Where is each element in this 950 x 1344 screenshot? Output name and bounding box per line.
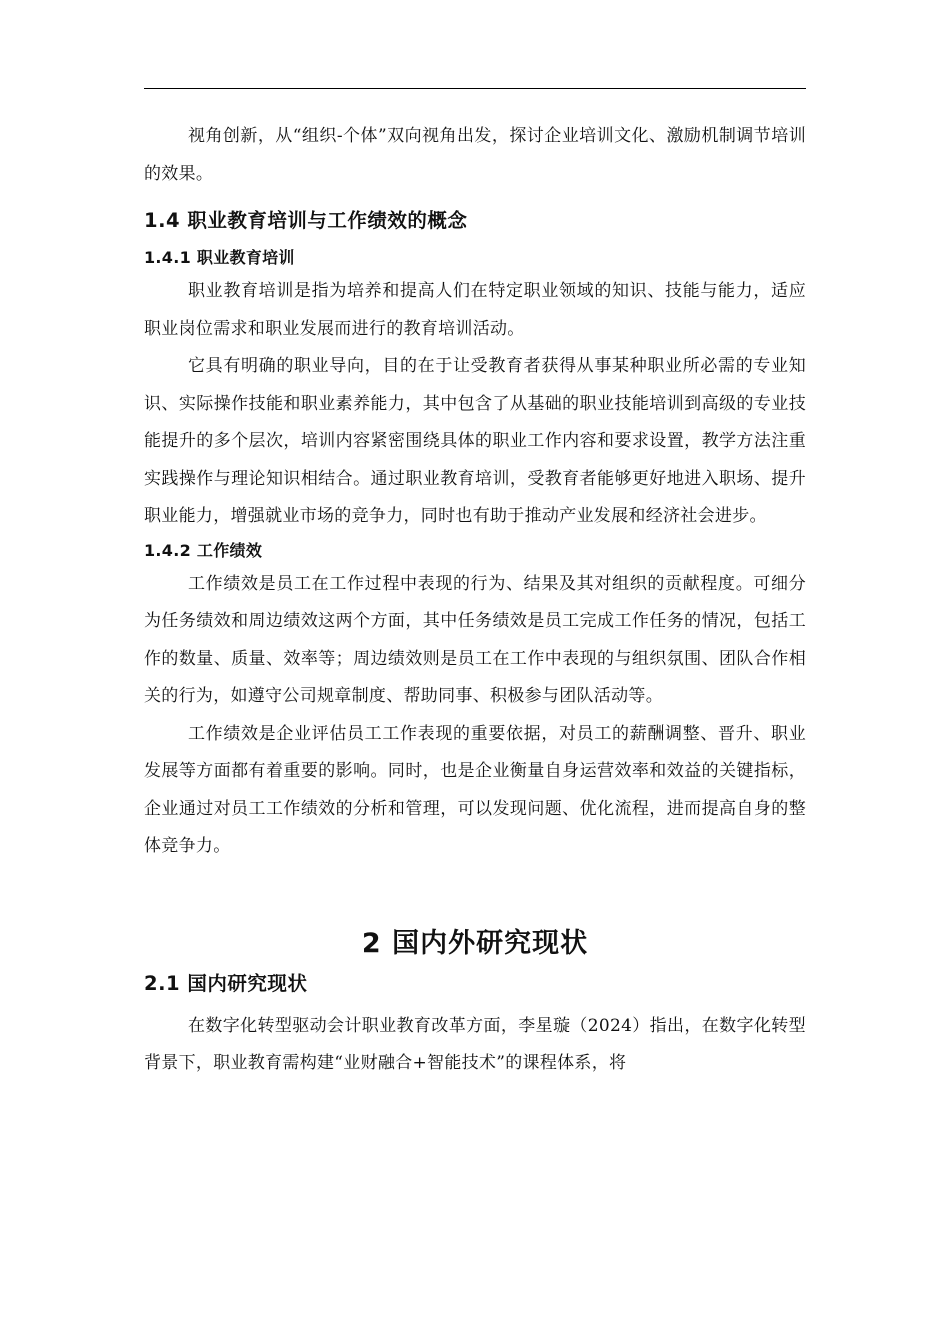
section-1-4-1-heading: 1.4.1 职业教育培训 xyxy=(144,248,295,267)
intro-paragraph: 视角创新，从“组织-个体”双向视角出发，探讨企业培训文化、激励机制调节培训的效果。 xyxy=(144,126,806,184)
paragraph-1-4-1-b: 它具有明确的职业导向，目的在于让受教育者获得从事某种职业所必需的专业知识、实际操作技能和职业素养能力，其中包含了从基础的职业技能培训到高级的专业技能提升的多个层次，培训内容紧密围绕具体的职业工作内容和要求设置，教学方法注重实践操作与理论知识相结合。通过职业教育培训，受教育者能够更好地进入职场、提升职业能力，增强就业市场的竞争力，同时也有助于推动产业发展和经济社会进步。 xyxy=(144,356,806,526)
paragraph-1-4-1-a: 职业教育培训是指为培养和提高人们在特定职业领域的知识、技能与能力，适应职业岗位需求和职业发展而进行的教育培训活动。 xyxy=(144,281,806,339)
paragraph-2-1-a: 在数字化转型驱动会计职业教育改革方面，李星璇（2024）指出，在数字化转型背景下，职业教育需构建“业财融合+智能技术”的课程体系，将 xyxy=(144,1015,806,1073)
document-page xyxy=(144,118,806,1083)
paragraph-1-4-2-a: 工作绩效是员工在工作过程中表现的行为、结果及其对组织的贡献程度。可细分为任务绩效和周边绩效这两个方面，其中任务绩效是员工完成工作任务的情况，包括工作的数量、质量、效率等；周边绩效则是员工在工作中表现的与组织氛围、团队合作相关的行为，如遵守公司规章制度、帮助同事、积极参与团队活动等。 xyxy=(144,573,806,706)
section-1-4-heading: 1.4 职业教育培训与工作绩效的概念 xyxy=(144,209,468,232)
section-1-4-2-heading: 1.4.2 工作绩效 xyxy=(144,540,263,560)
section-2-1-heading: 2.1 国内研究现状 xyxy=(144,971,308,995)
chapter-2-heading: 2 国内外研究现状 xyxy=(361,927,589,959)
paragraph-1-4-2-b: 工作绩效是企业评估员工工作表现的重要依据，对员工的薪酬调整、晋升、职业发展等方面都有着重要的影响。同时，也是企业衡量自身运营效率和效益的关键指标，企业通过对员工工作绩效的分析和管理，可以发现问题、优化流程，进而提高自身的整体竞争力。 xyxy=(144,723,806,856)
header-rule xyxy=(144,88,806,89)
